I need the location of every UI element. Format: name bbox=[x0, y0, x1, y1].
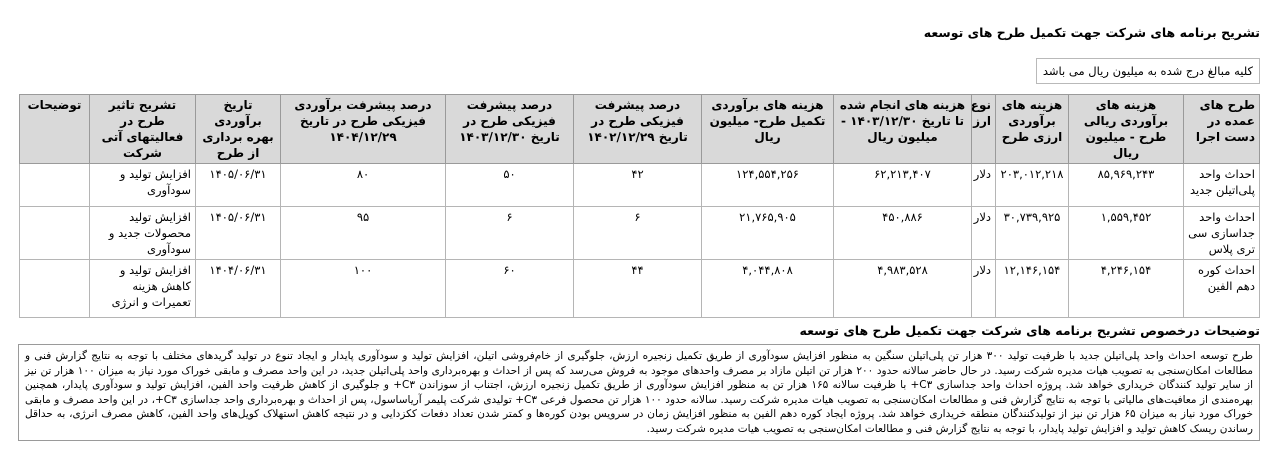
cell-impact: افزایش تولید محصولات جدید و سودآوری bbox=[90, 207, 196, 260]
cell-operation-date: ۱۴۰۵/۰۶/۳۱ bbox=[196, 207, 281, 260]
cell-notes bbox=[20, 164, 90, 207]
cell-spent-to-date: ۶۲,۲۱۳,۴۰۷ bbox=[834, 164, 972, 207]
header-currency: نوع ارز bbox=[972, 95, 996, 164]
cell-progress-1404: ۹۵ bbox=[281, 207, 446, 260]
development-plans-table bbox=[19, 94, 1260, 318]
cell-progress-1403: ۵۰ bbox=[446, 164, 574, 207]
cell-progress-1402: ۴۲ bbox=[574, 164, 702, 207]
header-progress-1403: درصد پیشرفت فیزیکی طرح در تاریخ ۱۴۰۳/۱۲/۳۰ bbox=[446, 95, 574, 164]
header-plan: طرح های عمده در دست اجرا bbox=[1184, 95, 1260, 164]
header-progress-1404: درصد پیشرفت برآوردی فیزیکی طرح در تاریخ ۱۴۰۴/۱۲/۲۹ bbox=[281, 95, 446, 164]
cell-cost-to-complete: ۴,۰۴۴,۸۰۸ bbox=[702, 260, 834, 318]
header-fx-cost: هزینه های برآوردی ارزی طرح bbox=[996, 95, 1069, 164]
table-header-row bbox=[20, 95, 1260, 164]
header-progress-1402: درصد پیشرفت فیزیکی طرح در تاریخ ۱۴۰۲/۱۲/۲۹ bbox=[574, 95, 702, 164]
cell-notes bbox=[20, 260, 90, 318]
cell-fx-cost: ۳۰,۷۳۹,۹۲۵ bbox=[996, 207, 1069, 260]
cell-currency: دلار bbox=[972, 260, 996, 318]
cell-operation-date: ۱۴۰۵/۰۶/۳۱ bbox=[196, 164, 281, 207]
description-title: توضیحات درخصوص تشریح برنامه های شرکت جهت تکمیل طرح های توسعه bbox=[799, 323, 1260, 338]
amount-unit-note: کلیه مبالغ درج شده به میلیون ریال می باشد bbox=[1036, 58, 1260, 84]
cell-spent-to-date: ۴,۹۸۳,۵۲۸ bbox=[834, 260, 972, 318]
cell-fx-cost: ۱۲,۱۴۶,۱۵۴ bbox=[996, 260, 1069, 318]
description-text: طرح توسعه احداث واحد پلی‌اتیلن جدید با ظرفیت تولید ۳۰۰ هزار تن پلی‌اتیلن سنگین به منظور افزایش سودآوری از طریق تکمیل زنجیره ارزش، جلوگیری از خام‌فروشی اتیلن، افزایش تولید و سودآوری پایدار و ایجاد تنوع در تولید گریدهای مختلف با توجه به نتایج گزارش فنی و مطالعات امکان‌سنجی به تصویب هیات مدیره شرکت رسید. در حال حاضر سالانه حدود ۲۰۰ هزار تن اتیلن مازاد بر مصرف واحدهای موجود به فروش می‌رسد که پس از احداث و بهره‌برداری واحد پلی‌اتیلن جدید، در این واحد مصرف و مابقی خوراک مورد نیاز به میزان ۱۰۰ هزار تن نیز از سایر تولید کنندگان خریداری خواهد شد. پروژه احداث واحد جداسازی C۳+ با ظرفیت سالانه ۱۶۵ هزار تن به منظور افزایش سودآوری از طریق تکمیل زنجیره ارزش، اجتناب از سوزاندن C۳+ و جلوگیری از کاهش ظرفیت واحد الفین، افزایش تولید و سودآوری پایدار، همچنین بهره‌مندی از معافیت‌های مالیاتی با توجه به نتایج گزارش فنی و مطالعات امکان‌سنجی به تصویب هیات مدیره شرکت رسید. سالانه حدود ۱۰۰ هزار تن محصول فرعی C۳+ تولیدی شرکت پلیمر آریاساسول، پس از احداث و بهره‌برداری واحد جداسازی C۳+، در این واحد مصرف و مابقی خوراک مورد نیاز به میزان ۶۵ هزار تن نیز از تولیدکنندگان منطقه خریداری خواهد شد. پروژه ایجاد کوره دهم الفین به منظور افزایش زمان در سرویس بودن کوره‌ها و کمتر شدن تعداد دفعات ککزدایی و در نتیجه کاهش استهلاک کویل‌های واحد الفین، کاهش مصرف انرژی، به حداقل رساندن ریسک کاهش تولید و افزایش تولید پایدار، با توجه به نتایج گزارش فنی و مطالعات امکان‌سنجی به تصویب هیات مدیره شرکت رسید. bbox=[18, 344, 1260, 441]
cell-plan: احداث کوره دهم الفین bbox=[1184, 260, 1260, 318]
cell-progress-1403: ۶ bbox=[446, 207, 574, 260]
cell-progress-1404: ۸۰ bbox=[281, 164, 446, 207]
cell-notes bbox=[20, 207, 90, 260]
header-cost-to-complete: هزینه های برآوردی تکمیل طرح- میلیون ریال bbox=[702, 95, 834, 164]
header-notes: توضیحات bbox=[20, 95, 90, 164]
cell-progress-1403: ۶۰ bbox=[446, 260, 574, 318]
cell-fx-cost: ۲۰۳,۰۱۲,۲۱۸ bbox=[996, 164, 1069, 207]
table-row bbox=[20, 260, 1260, 318]
header-spent-to-date: هزینه های انجام شده تا تاریخ ۱۴۰۳/۱۲/۳۰ - میلیون ریال bbox=[834, 95, 972, 164]
cell-progress-1404: ۱۰۰ bbox=[281, 260, 446, 318]
cell-impact: افزایش تولید و کاهش هزینه تعمیرات و انرژی bbox=[90, 260, 196, 318]
cell-plan: احداث واحد جداسازی سی تری پلاس bbox=[1184, 207, 1260, 260]
cell-rial-cost: ۱,۵۵۹,۴۵۲ bbox=[1069, 207, 1184, 260]
cell-progress-1402: ۴۴ bbox=[574, 260, 702, 318]
cell-cost-to-complete: ۱۲۴,۵۵۴,۲۵۶ bbox=[702, 164, 834, 207]
cell-impact: افزایش تولید و سودآوری bbox=[90, 164, 196, 207]
cell-plan: احداث واحد پلی‌اتیلن جدید bbox=[1184, 164, 1260, 207]
header-operation-date: تاریخ برآوردی بهره برداری از طرح bbox=[196, 95, 281, 164]
cell-rial-cost: ۴,۲۴۶,۱۵۴ bbox=[1069, 260, 1184, 318]
cell-currency: دلار bbox=[972, 164, 996, 207]
cell-operation-date: ۱۴۰۴/۰۶/۳۱ bbox=[196, 260, 281, 318]
header-rial-cost: هزینه های برآوردی ریالی طرح - میلیون ریال bbox=[1069, 95, 1184, 164]
cell-rial-cost: ۸۵,۹۶۹,۲۴۳ bbox=[1069, 164, 1184, 207]
page-title: تشریح برنامه های شرکت جهت تکمیل طرح های توسعه bbox=[923, 25, 1260, 40]
cell-currency: دلار bbox=[972, 207, 996, 260]
table-row bbox=[20, 164, 1260, 207]
table-row bbox=[20, 207, 1260, 260]
cell-cost-to-complete: ۲۱,۷۶۵,۹۰۵ bbox=[702, 207, 834, 260]
cell-spent-to-date: ۴۵۰,۸۸۶ bbox=[834, 207, 972, 260]
header-impact: تشریح تاثیر طرح در فعالیتهای آتی شرکت bbox=[90, 95, 196, 164]
cell-progress-1402: ۶ bbox=[574, 207, 702, 260]
